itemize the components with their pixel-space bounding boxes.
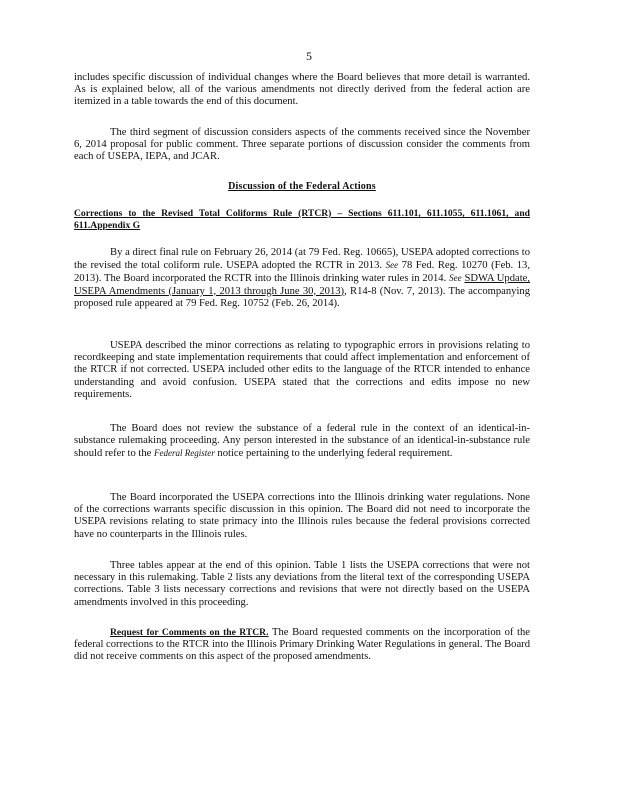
- federal-register-citation: Federal Register: [154, 448, 215, 459]
- paragraph-usepa-described: USEPA described the minor corrections as relating to typographic errors in provisions relating to recordkeeping and state implementation requirements that could affect implementation and enforcement of the RTCR if not corrected. USEPA included other edits to the language of the RTCR intended to enhance understanding and avoid confusion. USEPA stated that the corrections and edits impose no new requirements.: [74, 340, 530, 400]
- paragraph-board-review: [74, 423, 530, 461]
- subsection-heading-text: Corrections to the Revised Total Coliforms Rule (RTCR) – Sections 611.101, 611.1055, 611.1061, and 611.Appendix G: [74, 208, 530, 231]
- comments-text: The Board requested comments on the incorporation of the federal corrections to the RTCR into the Illinois Primary Drinking Water Regulations in general. The Board did not receive comments on this aspect of the proposed amendments.: [74, 627, 530, 663]
- docket-title-link: SDWA Update, USEPA Amendments (January 1, 2013 through June 30, 2013): [74, 273, 531, 297]
- paragraph-intro: includes specific discussion of individual changes where the Board believes that more detail is warranted. As is explained below, all of the various amendments not directly derived from the federal action are itemized in a table towards the end of this document.: [74, 72, 530, 108]
- see-signal-1: See: [385, 260, 399, 271]
- see-signal-2: See: [449, 273, 462, 284]
- section-heading-text: Discussion of the Federal Actions: [228, 181, 376, 192]
- paragraph-three-tables: Three tables appear at the end of this opinion. Table 1 lists the USEPA corrections that were not necessary in this rulemaking. Table 2 lists any deviations from the literal text of the corresponding USEPA corrections. Table 3 lists necessary corrections and revisions that were not directly based on the USEPA amendments involved in this proceeding.: [74, 560, 530, 608]
- rule-text-c: , R14-8 (Nov. 7, 2013). The accompanying proposed rule appeared at 79 Fed. Reg. 10752 (Feb. 26, 2014).: [74, 285, 530, 309]
- review-text-a: The Board does not review the substance of a federal rule in the context of an identical-in-substance rulemaking proceeding. Any person interested in the substance of an identical-in-substance rule should refer to the: [74, 423, 530, 460]
- paragraph-board-incorporated: The Board incorporated the USEPA corrections into the Illinois drinking water regulations. None of the corrections warrants specific discussion in this opinion. The Board did not need to incorporate the USEPA revisions relating to state primacy into the Illinois rules because the federal provisions corrected have no counterparts in the Illinois rules.: [74, 492, 530, 540]
- paragraph-request-for-comments: [74, 627, 530, 664]
- rule-text-b: 78 Fed. Reg. 10270 (Feb. 13, 2013). The Board incorporated the RCTR into the Illinois drinking water rules in 2014.: [74, 260, 530, 285]
- rule-text-a: By a direct final rule on February 26, 2014 (at 79 Fed. Reg. 10665), USEPA adopted corrections to the revised the total coliform rule. USEPA adopted the RCTR in 2013.: [74, 247, 530, 272]
- paragraph-direct-final-rule: [74, 247, 530, 310]
- section-heading: [74, 181, 530, 193]
- comments-label: Request for Comments on the RTCR.: [110, 627, 269, 638]
- paragraph-third-segment: The third segment of discussion considers aspects of the comments received since the November 6, 2014 proposal for public comment. Three separate portions of discussion consider the comments from each of USEPA, IEPA, and JCAR.: [74, 127, 530, 163]
- review-text-b: notice pertaining to the underlying federal requirement.: [217, 448, 453, 460]
- subsection-heading: [74, 208, 530, 232]
- page-number: 5: [306, 49, 312, 63]
